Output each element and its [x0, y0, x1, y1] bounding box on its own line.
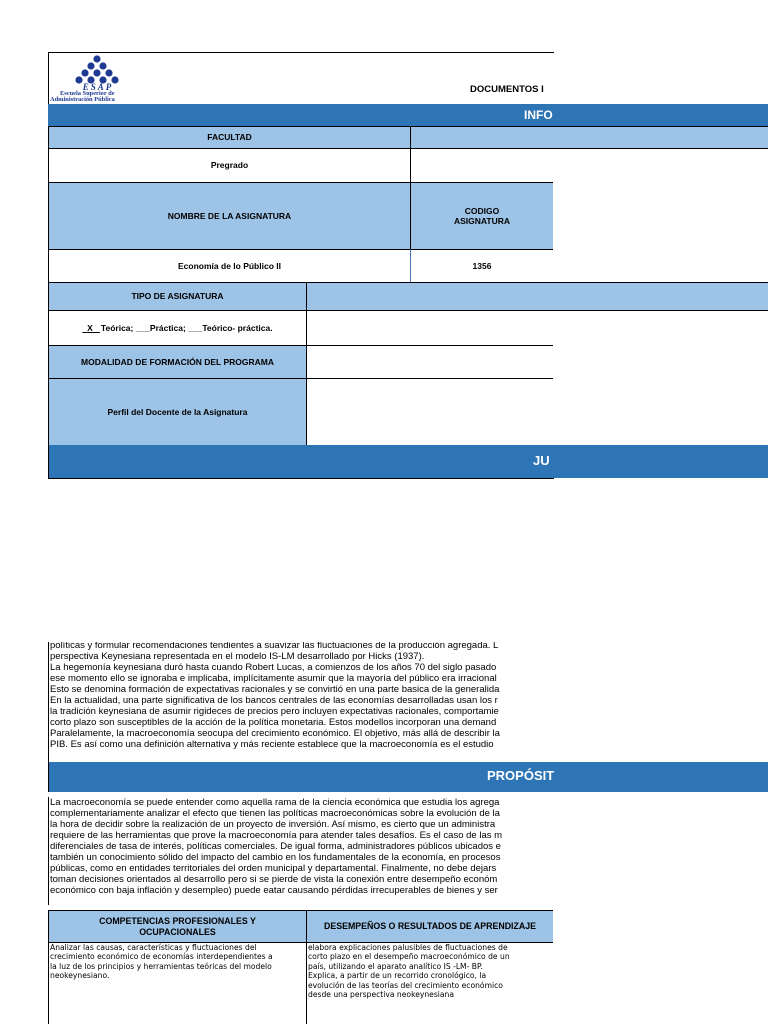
tipo-teorica-mark: X	[87, 322, 93, 333]
desempenos-line: corto plazo en el desempeño macroeconómico de un	[308, 952, 510, 962]
perfil-docente-value-cell	[306, 378, 553, 446]
justificacion-band	[48, 445, 768, 478]
desempenos-line: Explica, a partir de un recorrido cronológico, la	[308, 971, 487, 981]
justificacion-band-title: JU	[533, 453, 550, 468]
tipo-asignatura-label: TIPO DE ASIGNATURA	[48, 282, 307, 311]
proposito-line: toman decisiones orientados al desarrollo pero si se pierde de vista la conexión entre desempeño económ	[50, 874, 498, 885]
competencias-header-text: COMPETENCIAS PROFESIONALES Y OCUPACIONALES	[99, 915, 256, 937]
nombre-asignatura-value: Economía de lo Público II	[48, 249, 411, 283]
tipo-teorica-underline	[82, 323, 100, 333]
proposito-text	[48, 797, 552, 905]
logo-line-2: Administración Pública	[50, 96, 115, 103]
info-band	[48, 104, 768, 126]
proposito-line: complementariamente analizar el efecto que tienen las políticas macroeconómicas sobre la evolución de la	[50, 808, 500, 819]
justificacion-line: La hegemonía keynesiana duró hasta cuando Robert Lucas, a comienzos de los años 70 del siglo pasado	[50, 662, 497, 673]
justificacion-line: la tradición keynesiana de asumir rigideces de precios pero incluyen expectativas racionales, comportamie	[50, 706, 499, 717]
proposito-line: económico con baja inflación y desempleo) puede eatar causando pérdidas irrecuperables de bienes y ser	[50, 885, 498, 896]
justificacion-line: Paralelamente, la macroeconomía seocupa del crecimiento económico. El objetivo, más allá de describir la	[50, 728, 500, 739]
nombre-asignatura-label: NOMBRE DE LA ASIGNATURA	[48, 182, 411, 250]
proposito-band-title: PROPÓSIT	[487, 768, 555, 783]
facultad-right-cell	[410, 148, 553, 183]
codigo-asignatura-label	[410, 182, 553, 250]
codigo-asignatura-text: CODIGO ASIGNATURA	[453, 205, 511, 226]
competencias-line: la luz de los principios y herramientas teóricas del modelo	[50, 961, 272, 971]
justificacion-line: corto plazo son susceptibles de la acción de la política monetaria. Estos modellos incorporan una demand	[50, 717, 497, 728]
justificacion-line: PIB. Es así como una definición alternativa y más reciente establece que la macroeconomía es el estudio	[50, 739, 494, 750]
justificacion-text	[48, 642, 552, 762]
proposito-line: también un conocimiento sólido del impacto del cambio en los fundamentales de la economía, en procesos	[50, 852, 501, 863]
competencias-line: neokeynesiano.	[50, 971, 110, 981]
desempenos-line: desde una perspectiva neokeynesiana	[308, 990, 455, 1000]
tipo-asignatura-value	[48, 310, 307, 346]
competencias-header	[48, 910, 307, 943]
desempenos-cell	[306, 942, 553, 1024]
logo-wordmark: ESAP	[82, 82, 114, 92]
info-band-title: INFO	[524, 108, 553, 122]
desempenos-line: evolución de las teorías del crecimiento económico	[308, 980, 503, 990]
competencias-line: crecimiento económico de economías interdependientes a	[50, 952, 273, 962]
document-title: DOCUMENTOS I	[470, 84, 544, 95]
logo-line-1: Escuela Superior de	[60, 90, 115, 97]
tipo-options-text: Teórica; ___Práctica; ___Teórico- práctica.	[100, 322, 273, 333]
proposito-line: requiere de las herramientas que prove la macroeconomía para atender tales desafíos. Es el caso de las m	[50, 830, 503, 841]
tipo-asignatura-right	[306, 282, 768, 311]
proposito-line: públicas, como en entidades territoriales del orden municipal y departamental. Finalmente, no debe dejars	[50, 863, 497, 874]
justificacion-line: ese momento ello se ignoraba e implicaba, implícitamente asumir que la mayoría del público era irracional	[50, 673, 497, 684]
modalidad-label: MODALIDAD DE FORMACIÓN DEL PROGRAMA	[48, 345, 307, 379]
esap-logo	[50, 54, 160, 104]
justificacion-line: políticas y formular recomendaciones tendientes a suavizar las fluctuaciones de la producción agregada. L	[50, 642, 499, 651]
desempenos-header: DESEMPEÑOS O RESULTADOS DE APRENDIZAJE	[306, 910, 553, 943]
competencias-line: Analizar las causas, características y fluctuaciones del	[50, 943, 257, 952]
competencias-cell	[48, 942, 307, 1024]
proposito-line: La macroeconomía se puede entender como aquella rama de la ciencia económica que estudia los agrega	[50, 797, 500, 808]
facultad-right-header	[410, 126, 768, 149]
proposito-line: la hora de decidir sobre la realización de un proyecto de inversión. Así mismo, es cierto que un administra	[50, 819, 496, 830]
proposito-line: diferenciales de tasa de interés, políticas comerciales. De igual forma, administradores públicos ubicados e	[50, 841, 501, 852]
perfil-docente-label: Perfil del Docente de la Asignatura	[48, 378, 307, 446]
proposito-band	[48, 762, 768, 792]
facultad-label: FACULTAD	[48, 126, 411, 149]
modalidad-value-cell	[306, 345, 553, 379]
justificacion-line: perspectiva Keynesiana representada en el modelo IS-LM desarrollado por Hicks (1937).	[50, 651, 425, 662]
codigo-asignatura-value: 1356	[410, 249, 553, 283]
justificacion-line: Esto se denomina formación de expectativas racionales y se convirtió en una parte basica de la generalida	[50, 684, 500, 695]
tipo-asignatura-right-cell	[306, 310, 553, 346]
justificacion-line: En la actualidad, una parte significativa de los bancos centrales de las economías desarrolladas usan los r	[50, 695, 498, 706]
desempenos-line: país, utilizando el aparato analítico IS -LM- BP.	[308, 961, 483, 971]
desempenos-line: elabora explicaciones palusibles de fluctuaciones de	[308, 943, 508, 952]
facultad-value: Pregrado	[48, 148, 411, 183]
